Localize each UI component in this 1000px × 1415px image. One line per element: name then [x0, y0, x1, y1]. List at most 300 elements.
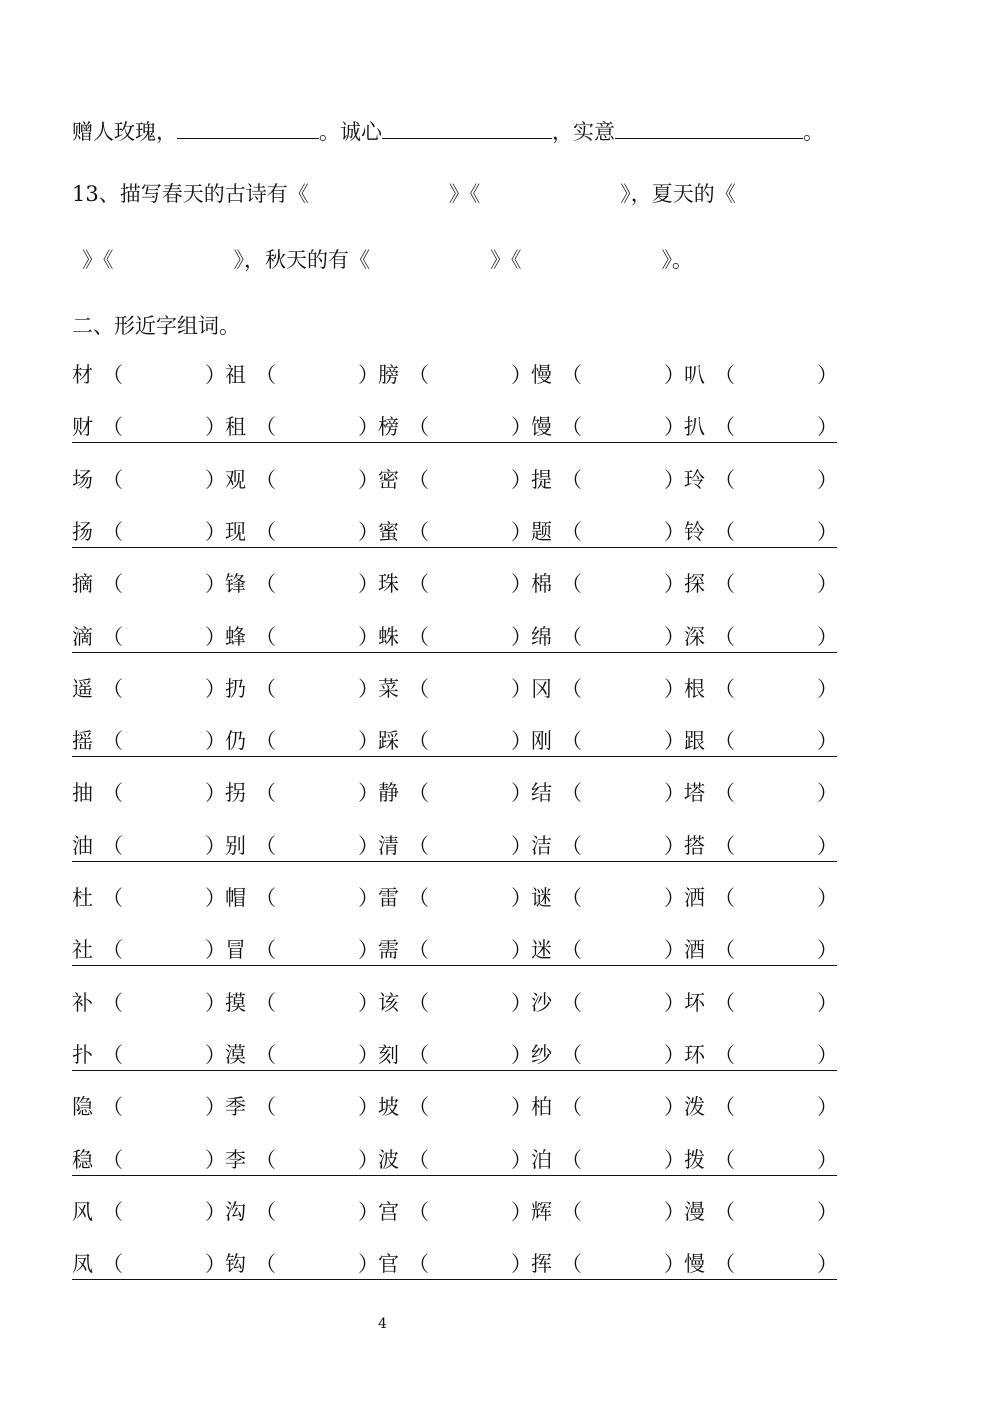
open-bracket: （	[255, 991, 276, 1015]
open-bracket: （	[255, 572, 276, 596]
close-bracket: ）	[511, 415, 532, 439]
close-bracket: ）	[664, 572, 685, 596]
char-cell[interactable]	[531, 412, 684, 442]
char-row	[72, 412, 837, 443]
character: 财	[72, 415, 93, 439]
char-cell[interactable]	[72, 1197, 225, 1227]
answer-blank[interactable]	[615, 120, 803, 139]
open-bracket: （	[408, 1200, 429, 1224]
character: 漫	[684, 1200, 705, 1224]
close-bracket: ）	[358, 781, 379, 805]
open-bracket: （	[714, 520, 735, 544]
proverb-after: ，实意	[552, 120, 615, 144]
char-cell[interactable]	[378, 1040, 531, 1070]
close-bracket: ）	[664, 415, 685, 439]
char-cell[interactable]	[225, 935, 378, 965]
close-bracket: ）	[664, 677, 685, 701]
character: 清	[378, 834, 399, 858]
close-bracket: ）	[358, 1043, 379, 1067]
close-bracket: ）	[817, 729, 838, 753]
close-bracket: ）	[817, 886, 838, 910]
open-bracket: （	[714, 729, 735, 753]
open-bracket: （	[561, 1148, 582, 1172]
close-bracket: ）	[205, 415, 226, 439]
answer-blank[interactable]	[382, 120, 552, 139]
character: 辉	[531, 1200, 552, 1224]
char-cell[interactable]	[378, 569, 531, 599]
char-cell[interactable]	[684, 883, 837, 913]
open-bracket: （	[102, 520, 123, 544]
open-bracket: （	[561, 1043, 582, 1067]
open-bracket: （	[408, 363, 429, 387]
character: 现	[225, 520, 246, 544]
char-cell[interactable]	[684, 569, 837, 599]
close-bracket: ）	[817, 1095, 838, 1119]
open-bracket: （	[408, 729, 429, 753]
character: 铃	[684, 520, 705, 544]
char-cell[interactable]	[531, 465, 684, 495]
close-bracket: ）	[358, 468, 379, 492]
char-cell[interactable]	[72, 465, 225, 495]
char-cell[interactable]	[684, 622, 837, 652]
char-row	[72, 1040, 837, 1071]
open-bracket: （	[561, 468, 582, 492]
char-cell[interactable]	[225, 1197, 378, 1227]
question-13-text: 》。	[661, 248, 693, 272]
open-bracket: （	[102, 1043, 123, 1067]
open-bracket: （	[408, 781, 429, 805]
char-cell[interactable]	[72, 726, 225, 756]
open-bracket: （	[561, 729, 582, 753]
character: 提	[531, 468, 552, 492]
char-row	[72, 831, 837, 862]
open-bracket: （	[408, 677, 429, 701]
open-bracket: （	[408, 1043, 429, 1067]
close-bracket: ）	[664, 834, 685, 858]
open-bracket: （	[561, 1252, 582, 1276]
open-bracket: （	[255, 1252, 276, 1276]
open-bracket: （	[561, 572, 582, 596]
close-bracket: ）	[817, 572, 838, 596]
char-cell[interactable]	[531, 935, 684, 965]
open-bracket: （	[102, 415, 123, 439]
close-bracket: ）	[205, 1043, 226, 1067]
close-bracket: ）	[511, 938, 532, 962]
char-cell[interactable]	[225, 1092, 378, 1122]
character: 风	[72, 1200, 93, 1224]
character: 叭	[684, 363, 705, 387]
char-cell[interactable]	[225, 988, 378, 1018]
close-bracket: ）	[205, 468, 226, 492]
char-cell[interactable]	[225, 465, 378, 495]
close-bracket: ）	[205, 991, 226, 1015]
close-bracket: ）	[511, 886, 532, 910]
char-cell[interactable]	[684, 465, 837, 495]
character: 塔	[684, 781, 705, 805]
char-cell[interactable]	[531, 778, 684, 808]
character: 凤	[72, 1252, 93, 1276]
char-row	[72, 622, 837, 653]
char-cell[interactable]	[531, 360, 684, 390]
character: 坡	[378, 1095, 399, 1119]
open-bracket: （	[408, 834, 429, 858]
char-cell[interactable]	[378, 935, 531, 965]
character: 馒	[531, 415, 552, 439]
char-cell[interactable]	[684, 1092, 837, 1122]
character: 油	[72, 834, 93, 858]
close-bracket: ）	[358, 886, 379, 910]
open-bracket: （	[714, 677, 735, 701]
character: 拐	[225, 781, 246, 805]
char-cell[interactable]	[225, 360, 378, 390]
character: 探	[684, 572, 705, 596]
character: 洁	[531, 834, 552, 858]
close-bracket: ）	[511, 1200, 532, 1224]
open-bracket: （	[102, 677, 123, 701]
char-cell[interactable]	[225, 412, 378, 442]
close-bracket: ）	[358, 677, 379, 701]
question-13-line-1	[72, 180, 736, 208]
close-bracket: ）	[205, 520, 226, 544]
open-bracket: （	[714, 415, 735, 439]
character: 锋	[225, 572, 246, 596]
character: 绵	[531, 625, 552, 649]
open-bracket: （	[102, 834, 123, 858]
char-cell[interactable]	[72, 674, 225, 704]
close-bracket: ）	[511, 1043, 532, 1067]
close-bracket: ）	[511, 677, 532, 701]
char-cell[interactable]	[531, 1040, 684, 1070]
character: 杜	[72, 886, 93, 910]
char-cell[interactable]	[378, 360, 531, 390]
character: 冒	[225, 938, 246, 962]
char-cell[interactable]	[684, 1197, 837, 1227]
char-row	[72, 1145, 837, 1176]
question-13-text: 13、描写春天的古诗有《	[72, 182, 309, 206]
char-cell[interactable]	[225, 778, 378, 808]
open-bracket: （	[408, 886, 429, 910]
close-bracket: ）	[205, 677, 226, 701]
char-cell[interactable]	[684, 517, 837, 547]
open-bracket: （	[102, 1252, 123, 1276]
character: 租	[225, 415, 246, 439]
char-cell[interactable]	[531, 622, 684, 652]
character: 遥	[72, 677, 93, 701]
close-bracket: ）	[817, 1252, 838, 1276]
char-cell[interactable]	[531, 1249, 684, 1279]
open-bracket: （	[102, 729, 123, 753]
close-bracket: ）	[358, 1200, 379, 1224]
character: 帽	[225, 886, 246, 910]
character: 祖	[225, 363, 246, 387]
open-bracket: （	[714, 834, 735, 858]
close-bracket: ）	[664, 468, 685, 492]
close-bracket: ）	[664, 729, 685, 753]
character: 纱	[531, 1043, 552, 1067]
character: 珠	[378, 572, 399, 596]
char-row	[72, 1249, 837, 1280]
close-bracket: ）	[511, 729, 532, 753]
char-cell[interactable]	[684, 726, 837, 756]
close-bracket: ）	[511, 468, 532, 492]
char-cell[interactable]	[531, 1145, 684, 1175]
char-cell[interactable]	[225, 831, 378, 861]
open-bracket: （	[714, 363, 735, 387]
character: 李	[225, 1148, 246, 1172]
char-cell[interactable]	[531, 517, 684, 547]
open-bracket: （	[561, 625, 582, 649]
character: 抽	[72, 781, 93, 805]
char-cell[interactable]	[72, 883, 225, 913]
char-row	[72, 1092, 837, 1122]
open-bracket: （	[408, 415, 429, 439]
char-cell[interactable]	[684, 412, 837, 442]
character: 刻	[378, 1043, 399, 1067]
open-bracket: （	[714, 468, 735, 492]
section-2-title: 二、形近字组词。	[72, 314, 240, 338]
char-cell[interactable]	[684, 935, 837, 965]
character: 冈	[531, 677, 552, 701]
close-bracket: ）	[358, 729, 379, 753]
close-bracket: ）	[358, 625, 379, 649]
close-bracket: ）	[358, 572, 379, 596]
character: 深	[684, 625, 705, 649]
open-bracket: （	[255, 363, 276, 387]
char-cell[interactable]	[684, 988, 837, 1018]
close-bracket: ）	[358, 1095, 379, 1119]
char-cell[interactable]	[72, 412, 225, 442]
close-bracket: ）	[664, 1095, 685, 1119]
character: 蜜	[378, 520, 399, 544]
char-row	[72, 517, 837, 548]
open-bracket: （	[714, 1148, 735, 1172]
char-cell[interactable]	[378, 1197, 531, 1227]
character: 题	[531, 520, 552, 544]
close-bracket: ）	[358, 1148, 379, 1172]
open-bracket: （	[408, 1252, 429, 1276]
open-bracket: （	[561, 520, 582, 544]
character: 刚	[531, 729, 552, 753]
character: 钩	[225, 1252, 246, 1276]
character: 挥	[531, 1252, 552, 1276]
close-bracket: ）	[511, 834, 532, 858]
char-cell[interactable]	[378, 465, 531, 495]
question-13-text: 》，秋天的有《	[233, 248, 370, 272]
close-bracket: ）	[205, 572, 226, 596]
char-cell[interactable]	[225, 569, 378, 599]
char-cell[interactable]	[378, 1249, 531, 1279]
close-bracket: ）	[511, 625, 532, 649]
character: 根	[684, 677, 705, 701]
open-bracket: （	[255, 1095, 276, 1119]
char-cell[interactable]	[225, 1145, 378, 1175]
open-bracket: （	[102, 1148, 123, 1172]
char-cell[interactable]	[531, 883, 684, 913]
close-bracket: ）	[205, 886, 226, 910]
char-cell[interactable]	[684, 1040, 837, 1070]
proverb-prefix: 赠人玫瑰，	[72, 120, 177, 144]
char-cell[interactable]	[72, 1145, 225, 1175]
char-cell[interactable]	[378, 674, 531, 704]
open-bracket: （	[102, 625, 123, 649]
character: 补	[72, 991, 93, 1015]
char-cell[interactable]	[72, 778, 225, 808]
char-cell[interactable]	[378, 1145, 531, 1175]
open-bracket: （	[714, 1043, 735, 1067]
char-cell[interactable]	[225, 674, 378, 704]
char-cell[interactable]	[225, 1249, 378, 1279]
close-bracket: ）	[358, 938, 379, 962]
close-bracket: ）	[205, 625, 226, 649]
character: 扑	[72, 1043, 93, 1067]
character: 稳	[72, 1148, 93, 1172]
char-cell[interactable]	[531, 988, 684, 1018]
char-cell[interactable]	[225, 1040, 378, 1070]
char-cell[interactable]	[378, 1092, 531, 1122]
char-cell[interactable]	[72, 569, 225, 599]
open-bracket: （	[408, 938, 429, 962]
open-bracket: （	[102, 781, 123, 805]
char-cell[interactable]	[378, 778, 531, 808]
open-bracket: （	[561, 834, 582, 858]
char-cell[interactable]	[684, 360, 837, 390]
character: 仍	[225, 729, 246, 753]
char-cell[interactable]	[378, 988, 531, 1018]
open-bracket: （	[714, 886, 735, 910]
close-bracket: ）	[817, 1200, 838, 1224]
close-bracket: ）	[817, 415, 838, 439]
close-bracket: ）	[205, 938, 226, 962]
char-cell[interactable]	[684, 831, 837, 861]
character: 摸	[225, 991, 246, 1015]
close-bracket: ）	[664, 1043, 685, 1067]
char-cell[interactable]	[684, 674, 837, 704]
character: 沙	[531, 991, 552, 1015]
char-cell[interactable]	[72, 988, 225, 1018]
char-cell[interactable]	[684, 1249, 837, 1279]
char-cell[interactable]	[225, 517, 378, 547]
close-bracket: ）	[664, 991, 685, 1015]
char-cell[interactable]	[225, 622, 378, 652]
open-bracket: （	[714, 781, 735, 805]
open-bracket: （	[561, 677, 582, 701]
character: 泼	[684, 1095, 705, 1119]
question-13-text: 》，夏天的《	[620, 182, 736, 206]
character: 慢	[531, 363, 552, 387]
char-cell[interactable]	[378, 831, 531, 861]
open-bracket: （	[408, 1095, 429, 1119]
char-cell[interactable]	[378, 726, 531, 756]
char-cell[interactable]	[378, 883, 531, 913]
open-bracket: （	[102, 363, 123, 387]
open-bracket: （	[561, 415, 582, 439]
character: 拨	[684, 1148, 705, 1172]
character: 泊	[531, 1148, 552, 1172]
char-cell[interactable]	[531, 726, 684, 756]
character: 跟	[684, 729, 705, 753]
open-bracket: （	[255, 781, 276, 805]
char-cell[interactable]	[72, 1249, 225, 1279]
proverb-line	[72, 118, 824, 146]
char-cell[interactable]	[684, 778, 837, 808]
open-bracket: （	[102, 572, 123, 596]
char-cell[interactable]	[72, 622, 225, 652]
open-bracket: （	[561, 1200, 582, 1224]
close-bracket: ）	[664, 520, 685, 544]
open-bracket: （	[102, 938, 123, 962]
char-row	[72, 883, 837, 913]
open-bracket: （	[714, 1252, 735, 1276]
char-cell[interactable]	[72, 517, 225, 547]
character: 漠	[225, 1043, 246, 1067]
char-cell[interactable]	[531, 569, 684, 599]
char-cell[interactable]	[378, 622, 531, 652]
char-cell[interactable]	[72, 1092, 225, 1122]
character: 环	[684, 1043, 705, 1067]
close-bracket: ）	[205, 1148, 226, 1172]
close-bracket: ）	[817, 781, 838, 805]
char-cell[interactable]	[531, 674, 684, 704]
close-bracket: ）	[358, 363, 379, 387]
char-cell[interactable]	[72, 831, 225, 861]
char-cell[interactable]	[72, 1040, 225, 1070]
char-row	[72, 360, 837, 390]
answer-blank[interactable]	[177, 120, 319, 139]
question-13-text: 》《	[448, 182, 481, 206]
close-bracket: ）	[664, 781, 685, 805]
character: 隐	[72, 1095, 93, 1119]
open-bracket: （	[561, 991, 582, 1015]
open-bracket: （	[255, 415, 276, 439]
open-bracket: （	[255, 938, 276, 962]
close-bracket: ）	[511, 1252, 532, 1276]
char-cell[interactable]	[225, 726, 378, 756]
close-bracket: ）	[817, 1148, 838, 1172]
char-cell[interactable]	[378, 412, 531, 442]
char-cell[interactable]	[72, 360, 225, 390]
char-cell[interactable]	[531, 831, 684, 861]
char-cell[interactable]	[684, 1145, 837, 1175]
char-row	[72, 1197, 837, 1227]
close-bracket: ）	[511, 1148, 532, 1172]
close-bracket: ）	[817, 991, 838, 1015]
char-cell[interactable]	[225, 883, 378, 913]
char-cell[interactable]	[531, 1197, 684, 1227]
character: 谜	[531, 886, 552, 910]
open-bracket: （	[714, 572, 735, 596]
character: 榜	[378, 415, 399, 439]
open-bracket: （	[255, 677, 276, 701]
character: 观	[225, 468, 246, 492]
open-bracket: （	[102, 1095, 123, 1119]
close-bracket: ）	[817, 363, 838, 387]
close-bracket: ）	[664, 1200, 685, 1224]
close-bracket: ）	[817, 520, 838, 544]
char-cell[interactable]	[72, 935, 225, 965]
char-cell[interactable]	[531, 1092, 684, 1122]
character: 洒	[684, 886, 705, 910]
close-bracket: ）	[358, 1252, 379, 1276]
proverb-mid: 。诚心	[319, 120, 382, 144]
character: 柏	[531, 1095, 552, 1119]
close-bracket: ）	[511, 572, 532, 596]
close-bracket: ）	[358, 520, 379, 544]
char-cell[interactable]	[378, 517, 531, 547]
close-bracket: ）	[205, 363, 226, 387]
char-row	[72, 778, 837, 808]
open-bracket: （	[714, 991, 735, 1015]
close-bracket: ）	[205, 1200, 226, 1224]
